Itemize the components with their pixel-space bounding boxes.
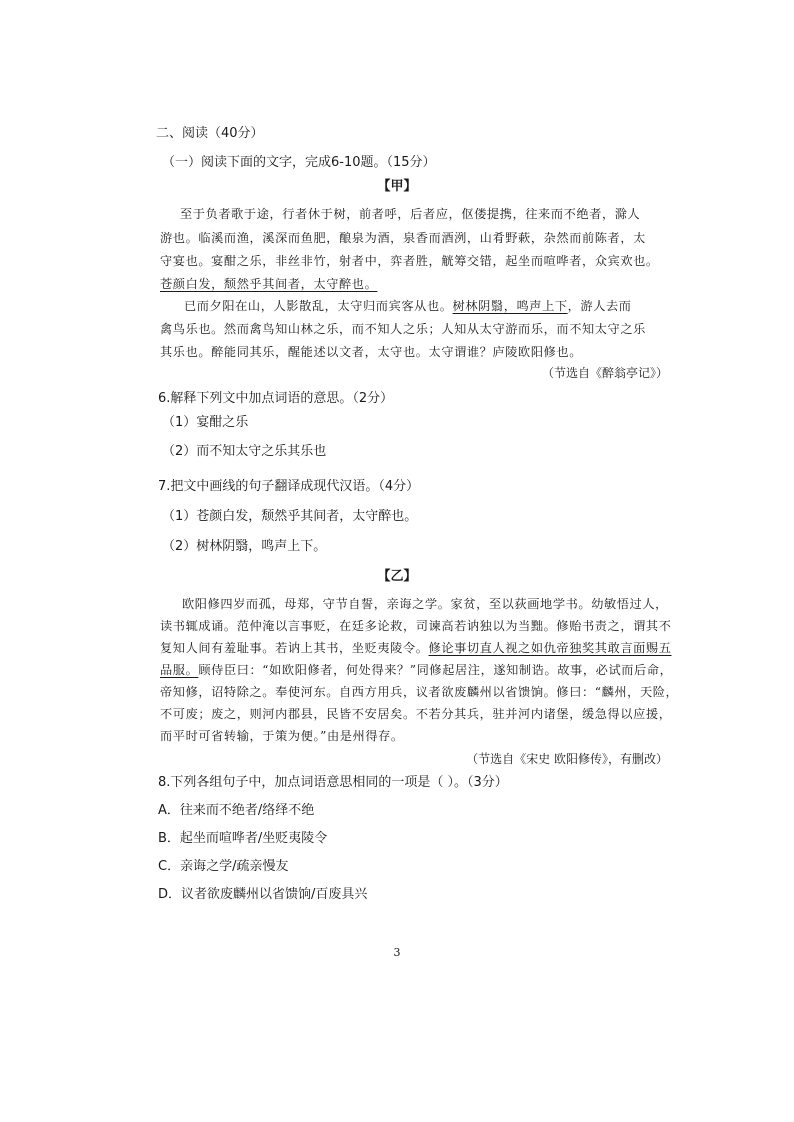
passage-b-line-2: 读书辄成诵。范仲淹以言事贬，在廷多论救，司谏高若讷独以为当黜。修贻书责之，谓其不 (160, 619, 672, 633)
passage-a-underlined-sentence: 苍颜白发，颓然乎其间者，太守醉也。 (160, 277, 378, 291)
passage-b-source: （节选自《宋史 欧阳修传》，有删改） (466, 752, 668, 766)
passage-a-line-5-tail: ，游人去而 (567, 299, 632, 313)
q6-item-1: （1）宴酣之乐 (162, 415, 249, 430)
part-heading: （一）阅读下面的文字，完成6-10题。（15分） (162, 155, 436, 170)
q8-option-a: A．往来而不绝者/络绎不绝 (158, 803, 315, 818)
passage-a-line-5 (184, 297, 632, 315)
passage-b-line-4-text: 顾侍臣曰：“如欧阳修者，何处得来？”同修起居注，遂知制诰。故事，必试而后命， (198, 663, 673, 677)
q6-item-2: （2）而不知太守之乐其乐也 (162, 444, 327, 459)
passage-a-underlined-phrase-2: ，鸣声上下 (503, 299, 568, 313)
q7-stem: 7.把文中画线的句子翻译成现代汉语。（4分） (158, 479, 420, 494)
passage-b-line-5: 帝知修，诏特除之。奉使河东。自西方用兵，议者欲废麟州以省馈饷。修曰：“麟州，天险， (160, 685, 679, 699)
passage-b-line-7: 而平时可省转输，于策为便。”由是州得存。 (160, 729, 404, 743)
passage-b-line-3-text: 复知人间有羞耻事。若讷上其书，坐贬夷陵令。 (160, 641, 429, 655)
section-heading: 二、阅读（40分） (156, 126, 264, 141)
passage-a-source: （节选自《醉翁亭记》） (541, 366, 668, 380)
passage-b-underlined-end: 品服。 (160, 663, 199, 677)
q7-item-2: （2）树林阴翳，鸣声上下。 (162, 539, 327, 554)
passage-b-line-4 (160, 661, 672, 679)
passage-b-title: 【乙】 (377, 569, 417, 584)
passage-a-title: 【甲】 (377, 179, 417, 194)
q8-stem: 8.下列各组句子中，加点词语意思相同的一项是（ ）。（3分） (158, 775, 508, 790)
passage-a-line-1: 至于负者歌于途，行者休于树，前者呼，后者应，伛偻提携，往来而不绝者，滁人 (180, 207, 641, 221)
passage-b-underlined-sentence: 修论事切直人视之如仇帝独奖其敢言面赐五 (428, 641, 672, 655)
passage-b-line-1: 欧阳修四岁而孤，母郑，守节自誓，亲诲之学。家贫，至以荻画地学书。幼敏悟过人， (182, 597, 668, 611)
q7-item-1: （1）苍颜白发，颓然乎其间者，太守醉也。 (162, 509, 418, 524)
page-number: 3 (393, 946, 401, 959)
passage-a-line-6: 禽鸟乐也。然而禽鸟知山林之乐，而不知人之乐；人知从太守游而乐，而不知太守之乐 (160, 322, 646, 336)
passage-a-line-7: 其乐也。醉能同其乐，醒能述以文者，太守也。太守谓谁？庐陵欧阳修也。 (160, 345, 582, 359)
passage-b-line-6: 不可废；废之，则河内郡县，民皆不安居矣。不若分其兵，驻并河内诸堡，缓急得以应援， (160, 707, 672, 721)
passage-a-underlined-phrase-1: 树林阴翳 (452, 299, 504, 313)
q8-option-b: B．起坐而喧哗者/坐贬夷陵令 (158, 831, 328, 846)
passage-a-line-5-text: 已而夕阳在山，人影散乱，太守归而宾客从也。 (184, 299, 453, 313)
q8-option-d: D．议者欲废麟州以省馈饷/百废具兴 (158, 887, 368, 902)
q8-option-c: C．亲诲之学/疏亲慢友 (158, 859, 289, 874)
passage-a-line-2: 游也。临溪而渔，溪深而鱼肥，酿泉为酒，泉香而酒洌，山肴野蔌，杂然而前陈者，太 (160, 231, 646, 245)
q6-stem: 6.解释下列文中加点词语的意思。（2分） (158, 391, 394, 406)
passage-b-line-3 (160, 639, 672, 657)
passage-a-line-3: 守宴也。宴酣之乐，非丝非竹，射者中，弈者胜，觥筹交错，起坐而喧哗者，众宾欢也。 (160, 254, 659, 268)
